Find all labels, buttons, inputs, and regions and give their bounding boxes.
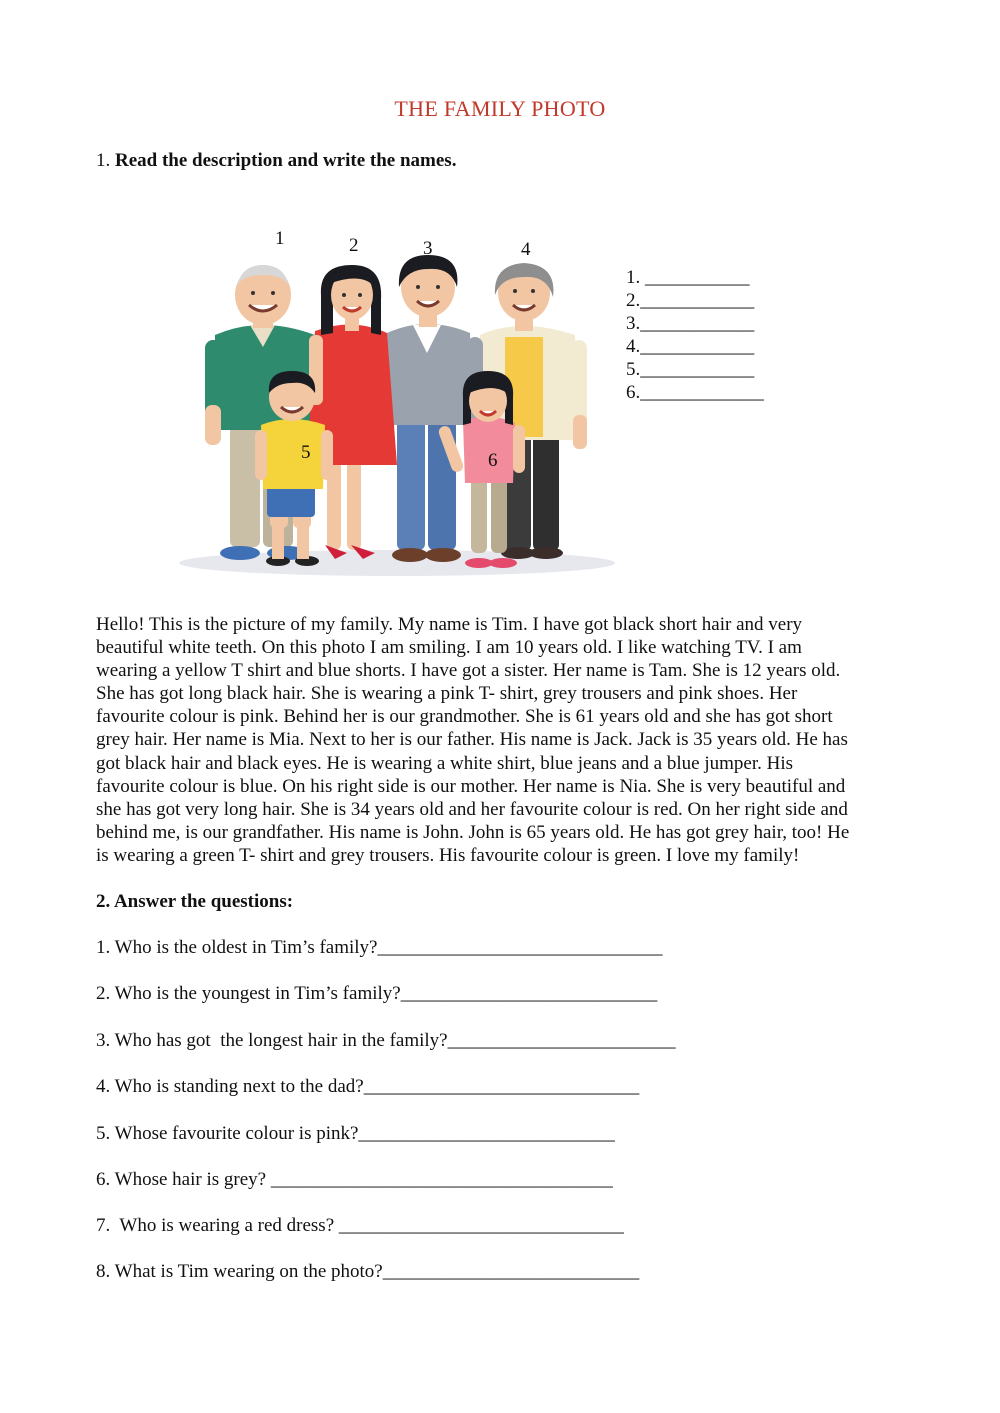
figure-label-2: 2 bbox=[349, 235, 359, 256]
passage-line: she has got very long hair. She is 34 years old and her favourite colour is red. On her right side and bbox=[96, 798, 848, 820]
exercise-1-number: 1. bbox=[96, 150, 111, 171]
answer-blank[interactable]: 4.____________ bbox=[626, 336, 755, 357]
figure-label-6: 6 bbox=[488, 450, 498, 471]
answer-blank[interactable]: 5.____________ bbox=[626, 359, 755, 380]
question-6[interactable]: 6. Whose hair is grey? ____________________________________ bbox=[96, 1169, 613, 1190]
reading-passage bbox=[96, 613, 911, 867]
passage-line: behind me, is our grandfather. His name is John. John is 65 years old. He has got grey hair, too! He bbox=[96, 821, 850, 843]
mother-figure bbox=[307, 265, 397, 559]
exercise-1-instruction bbox=[96, 150, 456, 172]
exercise-2-heading: 2. Answer the questions: bbox=[96, 891, 294, 912]
family-drawing bbox=[175, 225, 620, 580]
passage-line: got black hair and black eyes. He is wearing a white shirt, blue jeans and a blue jumper. His bbox=[96, 752, 793, 774]
passage-line: wearing a yellow T shirt and blue shorts. I have got a sister. Her name is Tam. She is 12 years old. bbox=[96, 660, 841, 682]
answer-blanks-list bbox=[626, 266, 764, 404]
question-8[interactable]: 8. What is Tim wearing on the photo?___________________________ bbox=[96, 1261, 640, 1282]
figure-label-4: 4 bbox=[521, 239, 531, 260]
question-1[interactable]: 1. Who is the oldest in Tim’s family?______________________________ bbox=[96, 937, 663, 958]
question-5[interactable]: 5. Whose favourite colour is pink?___________________________ bbox=[96, 1123, 615, 1144]
passage-line: favourite colour is blue. On his right side is our mother. Her name is Nia. She is very beautiful and bbox=[96, 775, 846, 797]
passage-line: She has got long black hair. She is wearing a pink T- shirt, grey trousers and pink shoes. Her bbox=[96, 683, 798, 705]
passage-line: Hello! This is the picture of my family. My name is Tim. I have got black short hair and very bbox=[96, 614, 803, 635]
passage-line: is wearing a green T- shirt and grey trousers. His favourite colour is green. I love my family! bbox=[96, 844, 800, 866]
answer-blank[interactable]: 2.____________ bbox=[626, 290, 755, 311]
passage-line: grey hair. Her name is Mia. Next to her is our father. His name is Jack. Jack is 35 years old. He has bbox=[96, 729, 848, 751]
answer-blank[interactable]: 3.____________ bbox=[626, 313, 755, 334]
question-3[interactable]: 3. Who has got the longest hair in the family?________________________ bbox=[96, 1030, 676, 1051]
figure-label-3: 3 bbox=[423, 238, 433, 259]
question-4[interactable]: 4. Who is standing next to the dad?_____________________________ bbox=[96, 1076, 640, 1097]
page-title: THE FAMILY PHOTO bbox=[394, 96, 606, 121]
passage-line: beautiful white teeth. On this photo I am smiling. I am 10 years old. I like watching TV. I am bbox=[96, 637, 802, 659]
figure-label-1: 1 bbox=[275, 228, 285, 249]
figure-label-5: 5 bbox=[301, 442, 311, 463]
exercise-1-text: Read the description and write the names. bbox=[115, 150, 457, 171]
question-7[interactable]: 7. Who is wearing a red dress? ______________________________ bbox=[96, 1215, 624, 1236]
answer-blank[interactable]: 6._____________ bbox=[626, 382, 764, 403]
question-2[interactable]: 2. Who is the youngest in Tim’s family?___________________________ bbox=[96, 983, 658, 1004]
answer-blank[interactable]: 1. ___________ bbox=[626, 267, 750, 288]
family-illustration bbox=[175, 225, 620, 580]
passage-line: favourite colour is pink. Behind her is our grandmother. She is 61 years old and she has got short bbox=[96, 706, 833, 728]
